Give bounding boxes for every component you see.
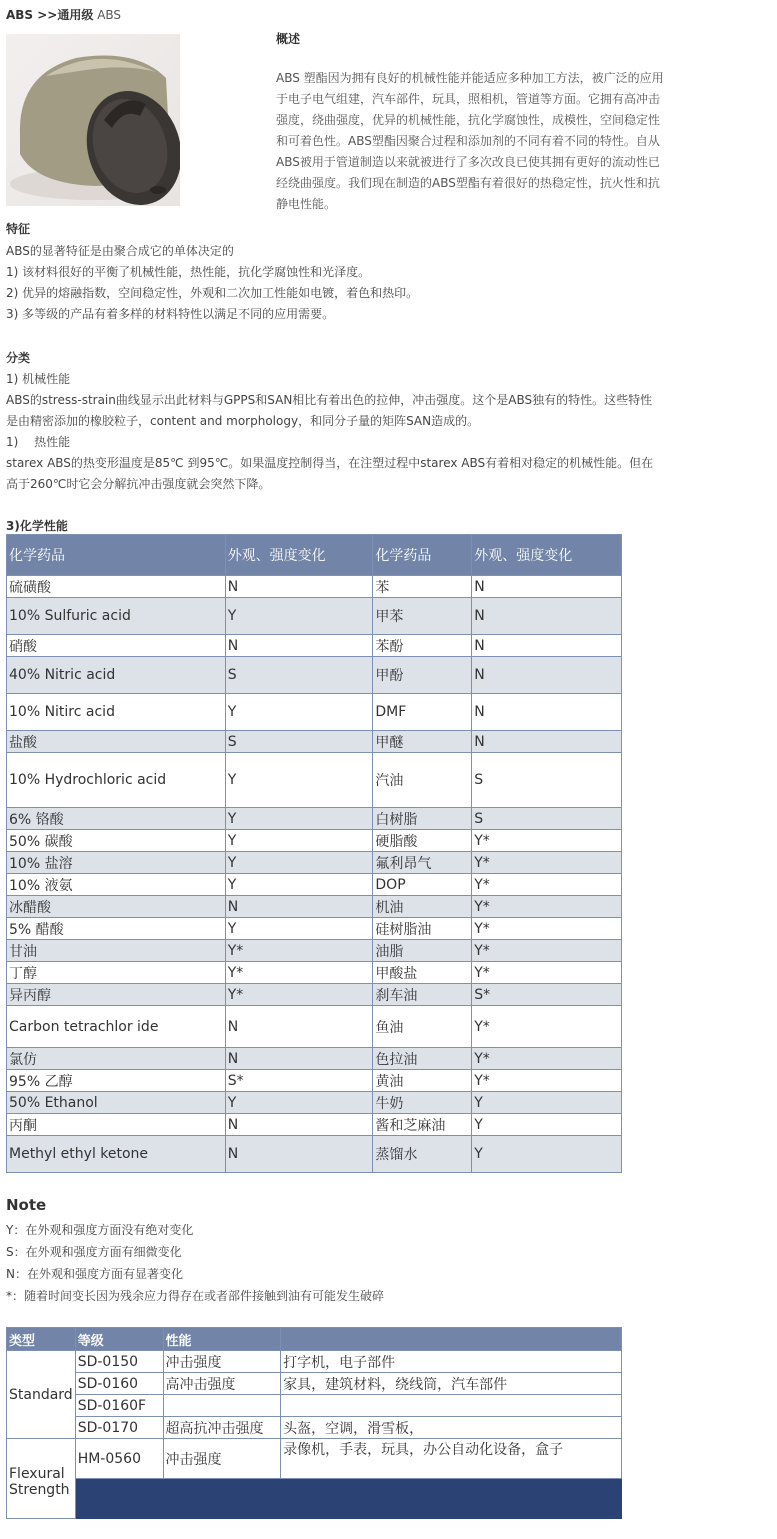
- chemical-cell: 丁醇: [7, 962, 226, 984]
- change-cell: Y*: [472, 896, 622, 918]
- chemical-cell: 酱和芝麻油: [373, 1114, 472, 1136]
- table-row: [7, 694, 622, 731]
- change-cell: Y*: [225, 940, 373, 962]
- change-cell: Y*: [225, 962, 373, 984]
- chemical-cell: 40% Nitric acid: [7, 657, 226, 694]
- change-cell: Y*: [225, 984, 373, 1006]
- grade-cell: SD-0150: [75, 1351, 163, 1373]
- change-cell: Y: [472, 1136, 622, 1173]
- note-title: Note: [6, 1196, 47, 1214]
- table-row: [7, 1114, 622, 1136]
- chemical-cell: 甲酚: [373, 657, 472, 694]
- change-cell: Y: [225, 598, 373, 635]
- change-cell: N: [225, 1048, 373, 1070]
- chemical-cell: 10% 液氨: [7, 874, 226, 896]
- table-row: [7, 635, 622, 657]
- table-row: [7, 1417, 622, 1439]
- features-title: 特征: [6, 222, 31, 236]
- table-row: [7, 1006, 622, 1048]
- thermal-title: 1) 热性能: [6, 435, 71, 449]
- chemical-cell: 牛奶: [373, 1092, 472, 1114]
- chemical-cell: Carbon tetrachlor ide: [7, 1006, 226, 1048]
- change-cell: N: [225, 576, 373, 598]
- property-cell: 超高抗冲击强度: [163, 1417, 281, 1439]
- application-cell: [281, 1395, 622, 1417]
- change-cell: Y*: [472, 1070, 622, 1092]
- change-cell: Y: [225, 753, 373, 808]
- change-cell: S*: [472, 984, 622, 1006]
- chemical-cell: 50% Ethanol: [7, 1092, 226, 1114]
- grade-cell: SD-0170: [75, 1417, 163, 1439]
- chemical-cell: 甘油: [7, 940, 226, 962]
- change-cell: Y*: [472, 1048, 622, 1070]
- chemical-cell: 5% 醋酸: [7, 918, 226, 940]
- table-header-row: [7, 535, 622, 576]
- change-cell: N: [472, 657, 622, 694]
- change-cell: Y*: [472, 852, 622, 874]
- type-standard: Standard: [7, 1351, 76, 1439]
- features-line: 1) 该材料很好的平衡了机械性能，热性能，抗化学腐蚀性和光泽度。: [6, 265, 371, 279]
- table-row: [7, 1136, 622, 1173]
- chemical-cell: Methyl ethyl ketone: [7, 1136, 226, 1173]
- chemical-cell: 鱼油: [373, 1006, 472, 1048]
- breadcrumb-abs-link[interactable]: ABS >>: [6, 8, 58, 22]
- table-row: [7, 1439, 622, 1479]
- table-row: [7, 1395, 622, 1417]
- change-cell: Y*: [472, 830, 622, 852]
- change-cell: N: [225, 1114, 373, 1136]
- chemical-cell: 蒸馏水: [373, 1136, 472, 1173]
- application-cell: 打字机，电子部件: [281, 1351, 622, 1373]
- classification-title: 分类: [6, 351, 31, 365]
- chemical-cell: 6% 铬酸: [7, 808, 226, 830]
- chemical-cell: 异丙醇: [7, 984, 226, 1006]
- mechanical-line: ABS的stress-strain曲线显示出此材料与GPPS和SAN相比有着出色的拉伸，冲击强度。这个是ABS独有的特性。这些特性: [6, 393, 653, 407]
- table-row: [7, 940, 622, 962]
- change-cell: Y*: [472, 918, 622, 940]
- mechanical-title: 1) 机械性能: [6, 372, 71, 386]
- table-row: [7, 852, 622, 874]
- features-line: 3) 多等级的产品有着多样的材料特性以满足不同的应用需要。: [6, 307, 335, 321]
- table-row: [7, 808, 622, 830]
- change-cell: N: [225, 896, 373, 918]
- chemical-cell: 10% Sulfuric acid: [7, 598, 226, 635]
- change-cell: S: [472, 808, 622, 830]
- application-cell: 头盔，空调，滑雪板，: [281, 1417, 622, 1439]
- header-change: 外观、强度变化: [225, 535, 373, 576]
- chemical-cell: 刹车油: [373, 984, 472, 1006]
- table-row: [7, 1092, 622, 1114]
- table-row: [7, 830, 622, 852]
- product-photo: [6, 34, 180, 206]
- property-cell: [163, 1395, 281, 1417]
- table-row: [7, 874, 622, 896]
- chemical-cell: 丙酮: [7, 1114, 226, 1136]
- change-cell: Y*: [472, 874, 622, 896]
- change-cell: Y: [225, 808, 373, 830]
- table-row: [7, 753, 622, 808]
- breadcrumb-category: 通用级: [57, 8, 94, 22]
- table-row: [7, 1373, 622, 1395]
- change-cell: Y: [472, 1114, 622, 1136]
- change-cell: Y: [225, 830, 373, 852]
- change-cell: N: [472, 576, 622, 598]
- table-row: [7, 576, 622, 598]
- chemical-cell: 甲醚: [373, 731, 472, 753]
- table-row: [7, 1048, 622, 1070]
- header-property: 性能: [163, 1328, 281, 1351]
- property-cell: 高冲击强度: [163, 1373, 281, 1395]
- change-cell: Y: [225, 852, 373, 874]
- features-line: ABS的显著特征是由聚合成它的单体决定的: [6, 244, 234, 258]
- chemical-cell: 95% 乙醇: [7, 1070, 226, 1092]
- grade-cell: SD-0160F: [75, 1395, 163, 1417]
- table-row: [7, 896, 622, 918]
- change-cell: Y: [225, 918, 373, 940]
- thermal-line: starex ABS的热变形温度是85℃ 到95℃。如果温度控制得当，在注塑过程中starex ABS有着相对稳定的机械性能。但在: [6, 456, 654, 470]
- note-line: *：随着时间变长因为残余应力得存在或者部件接触到油有可能发生破碎: [6, 1289, 385, 1303]
- overview-title: 概述: [276, 32, 301, 46]
- chemical-cell: 黄油: [373, 1070, 472, 1092]
- change-cell: N: [472, 598, 622, 635]
- chemical-cell: 甲酸盐: [373, 962, 472, 984]
- chemical-cell: 10% Hydrochloric acid: [7, 753, 226, 808]
- note-line: N：在外观和强度方面有显著变化: [6, 1267, 183, 1281]
- header-application: [281, 1328, 622, 1351]
- chemical-cell: 冰醋酸: [7, 896, 226, 918]
- footer-bar: [75, 1479, 621, 1519]
- table-row: [7, 657, 622, 694]
- table-row: [7, 984, 622, 1006]
- table-row: [7, 598, 622, 635]
- change-cell: Y*: [472, 940, 622, 962]
- chemical-cell: 苯: [373, 576, 472, 598]
- change-cell: N: [472, 635, 622, 657]
- note-line: Y：在外观和强度方面没有绝对变化: [6, 1223, 194, 1237]
- chemical-cell: DMF: [373, 694, 472, 731]
- change-cell: S: [472, 753, 622, 808]
- change-cell: S: [225, 731, 373, 753]
- change-cell: S*: [225, 1070, 373, 1092]
- chemical-cell: 硅树脂油: [373, 918, 472, 940]
- change-cell: Y*: [472, 962, 622, 984]
- change-cell: N: [225, 1136, 373, 1173]
- grade-cell: SD-0160: [75, 1373, 163, 1395]
- mechanical-line: 是由精密添加的橡胶粒子，content and morphology，和同分子量的矩阵SAN造成的。: [6, 414, 480, 428]
- application-cell: 家具，建筑材料，绕线筒，汽车部件: [281, 1373, 622, 1395]
- breadcrumb: [6, 6, 121, 23]
- chemical-cell: 硝酸: [7, 635, 226, 657]
- table-row: [7, 1070, 622, 1092]
- features-line: 2) 优异的熔融指数，空间稳定性，外观和二次加工性能如电镀，着色和热印。: [6, 286, 419, 300]
- note-line: S：在外观和强度方面有细微变化: [6, 1245, 182, 1259]
- header-change: 外观、强度变化: [472, 535, 622, 576]
- change-cell: S: [225, 657, 373, 694]
- chemical-cell: 氟利昂气: [373, 852, 472, 874]
- thermal-line: 高于260℃时它会分解抗冲击强度就会突然下降。: [6, 477, 271, 491]
- table-row: [7, 962, 622, 984]
- change-cell: Y: [225, 1092, 373, 1114]
- application-cell: 录像机，手表，玩具，办公自动化设备，盒子: [281, 1439, 622, 1479]
- header-chemical: 化学药品: [373, 535, 472, 576]
- table-header-row: [7, 1328, 622, 1351]
- change-cell: Y: [225, 874, 373, 896]
- chemical-resistance-table: [6, 534, 622, 1173]
- chemical-cell: 汽油: [373, 753, 472, 808]
- chemical-cell: 甲苯: [373, 598, 472, 635]
- table-row: [7, 918, 622, 940]
- chemical-title: 3)化学性能: [6, 519, 68, 533]
- chemical-cell: 苯酚: [373, 635, 472, 657]
- chemical-cell: DOP: [373, 874, 472, 896]
- chemical-cell: 机油: [373, 896, 472, 918]
- property-cell: 冲击强度: [163, 1351, 281, 1373]
- chemical-cell: 色拉油: [373, 1048, 472, 1070]
- table-footer-bar: [7, 1479, 622, 1519]
- header-grade: 等级: [75, 1328, 163, 1351]
- overview-text: ABS 塑酯因为拥有良好的机械性能并能适应多种加工方法，被广泛的应用于电子电气组建，汽车部件，玩具，照相机，管道等方面。它拥有高冲击强度，绕曲强度，优异的机械性能，抗化学腐蚀性，成模性，空间稳定性和可着色性。ABS塑酯因聚合过程和添加剂的不同有着不同的特性。自从ABS被用于管道制造以来就被进行了多次改良已使其拥有更好的流动性已经绕曲强度。我们现在制造的ABS塑酯有着很好的热稳定性，抗火性和抗静电性能。: [276, 71, 664, 211]
- chemical-cell: 白树脂: [373, 808, 472, 830]
- change-cell: N: [225, 635, 373, 657]
- change-cell: Y: [225, 694, 373, 731]
- change-cell: N: [472, 731, 622, 753]
- chemical-cell: 硬脂酸: [373, 830, 472, 852]
- breadcrumb-current: ABS: [93, 8, 122, 22]
- header-type: 类型: [7, 1328, 76, 1351]
- chemical-cell: 盐酸: [7, 731, 226, 753]
- chemical-cell: 硫磺酸: [7, 576, 226, 598]
- chemical-cell: 50% 碳酸: [7, 830, 226, 852]
- grade-table: [6, 1327, 622, 1519]
- grade-cell: HM-0560: [75, 1439, 163, 1479]
- table-row: [7, 731, 622, 753]
- header-chemical: 化学药品: [7, 535, 226, 576]
- chemical-cell: 10% Nitirc acid: [7, 694, 226, 731]
- change-cell: Y: [472, 1092, 622, 1114]
- property-cell: 冲击强度: [163, 1439, 281, 1479]
- chemical-cell: 油脂: [373, 940, 472, 962]
- change-cell: N: [472, 694, 622, 731]
- change-cell: N: [225, 1006, 373, 1048]
- chemical-cell: 氯仿: [7, 1048, 226, 1070]
- type-flexural: Flexural Strength: [7, 1439, 76, 1519]
- change-cell: Y*: [472, 1006, 622, 1048]
- chemical-cell: 10% 盐溶: [7, 852, 226, 874]
- table-row: [7, 1351, 622, 1373]
